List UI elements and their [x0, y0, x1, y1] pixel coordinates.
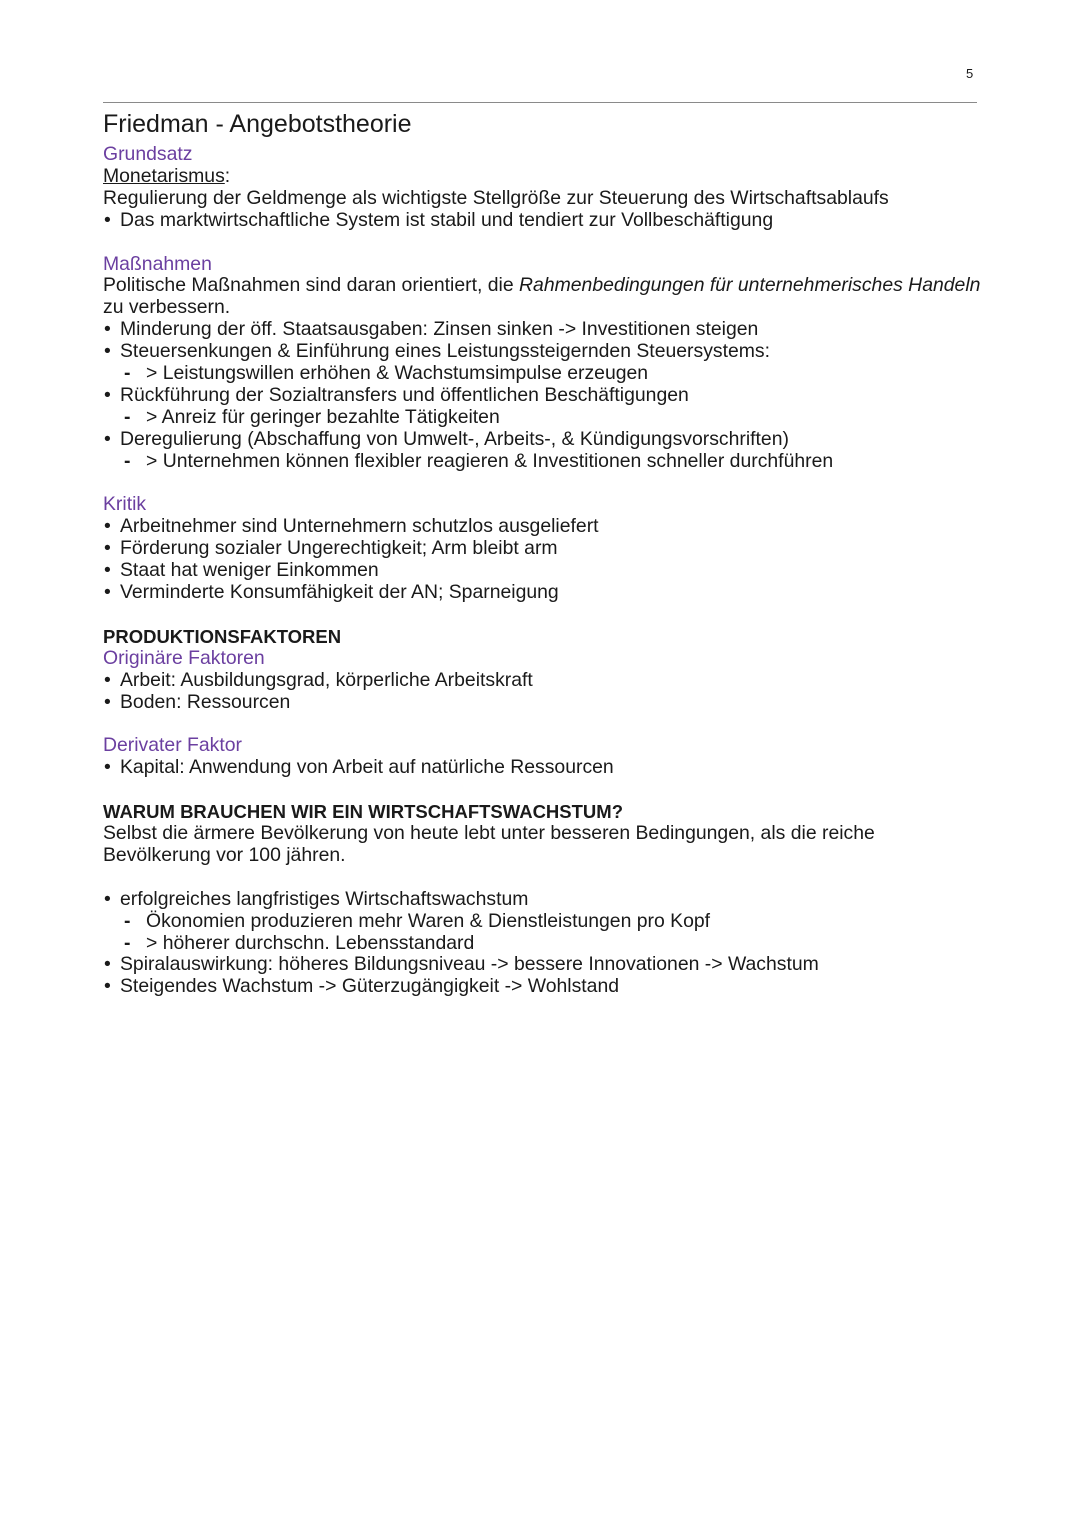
list-item: • Steuersenkungen & Einführung eines Leistungssteigernden Steuersystems:	[103, 341, 983, 363]
list-item: • Rückführung der Sozialtransfers und öffentlichen Beschäftigungen	[103, 385, 983, 407]
section-massnahmen	[103, 254, 983, 473]
list-item: • Staat hat weniger Einkommen	[103, 560, 983, 582]
list-item: • Steigendes Wachstum -> Güterzugängigkeit -> Wohlstand	[103, 976, 983, 998]
sub-list-item: - > Leistungswillen erhöhen & Wachstumsimpulse erzeugen	[103, 363, 983, 385]
kritik-heading: Kritik	[103, 493, 147, 516]
monetarismus-definition: Regulierung der Geldmenge als wichtigste Stellgröße zur Steuerung des Wirtschaftsablaufs	[103, 186, 889, 209]
originaere-faktoren-list	[103, 670, 983, 714]
grundsatz-list	[103, 210, 983, 232]
list-item: • Arbeit: Ausbildungsgrad, körperliche Arbeitskraft	[103, 670, 983, 692]
monetarismus-term: Monetarismus	[103, 164, 225, 187]
term-colon: :	[224, 164, 231, 187]
page-title: Friedman - Angebotstheorie	[103, 110, 412, 138]
section-kritik	[103, 494, 983, 604]
produktionsfaktoren-heading: PRODUKTIONSFAKTOREN	[103, 625, 342, 647]
list-item: • Deregulierung (Abschaffung von Umwelt-, Arbeits-, & Kündigungsvorschriften)	[103, 429, 983, 451]
list-item: • Boden: Ressourcen	[103, 692, 983, 714]
intro-italic-text: Rahmenbedingungen für unternehmerisches Handeln	[519, 274, 981, 297]
wachstum-list	[103, 889, 983, 999]
list-item: • Minderung der öff. Staatsausgaben: Zinsen sinken -> Investitionen steigen	[103, 319, 983, 341]
list-item: • Das marktwirtschaftliche System ist stabil und tendiert zur Vollbeschäftigung	[103, 210, 983, 232]
grundsatz-heading: Grundsatz	[103, 143, 193, 165]
intro-text-end: zu verbessern.	[103, 296, 231, 319]
originaere-faktoren-heading: Originäre Faktoren	[103, 646, 265, 669]
wachstum-intro: Selbst die ärmere Bevölkerung von heute lebt unter besseren Bedingungen, als die reiche Bevölkerung vor 100 jähren.	[103, 822, 875, 866]
massnahmen-list	[103, 319, 983, 472]
intro-text: Politische Maßnahmen sind daran orientiert, die	[103, 274, 520, 297]
massnahmen-heading: Maßnahmen	[103, 252, 212, 275]
wachstum-heading: WARUM BRAUCHEN WIR EIN WIRTSCHAFTSWACHSTUM?	[103, 801, 624, 823]
sub-list-item: - > Unternehmen können flexibler reagieren & Investitionen schneller durchführen	[103, 451, 983, 473]
sub-list-item: - Ökonomien produzieren mehr Waren & Dienstleistungen pro Kopf	[103, 911, 983, 933]
section-produktionsfaktoren	[103, 626, 983, 779]
page-number: 5	[966, 66, 974, 81]
list-item: • Verminderte Konsumfähigkeit der AN; Sparneigung	[103, 582, 983, 604]
header-rule	[103, 102, 977, 103]
list-item: • Spiralauswirkung: höheres Bildungsniveau -> bessere Innovationen -> Wachstum	[103, 954, 983, 976]
list-item: • Kapital: Anwendung von Arbeit auf natürliche Ressourcen	[103, 757, 983, 779]
list-item: • Arbeitnehmer sind Unternehmern schutzlos ausgeliefert	[103, 516, 983, 538]
derivater-faktor-list	[103, 757, 983, 779]
section-wirtschaftswachstum	[103, 801, 983, 998]
monetarismus-term-line	[103, 166, 983, 188]
section-grundsatz	[103, 144, 983, 232]
massnahmen-intro	[103, 275, 983, 319]
derivater-faktor-heading: Derivater Faktor	[103, 734, 243, 757]
list-item: • Förderung sozialer Ungerechtigkeit; Arm bleibt arm	[103, 538, 983, 560]
sub-list-item: - > höherer durchschn. Lebensstandard	[103, 933, 983, 955]
list-item: • erfolgreiches langfristiges Wirtschaftswachstum	[103, 889, 983, 911]
sub-list-item: - > Anreiz für geringer bezahlte Tätigkeiten	[103, 407, 983, 429]
document-body	[103, 108, 983, 998]
kritik-list	[103, 516, 983, 604]
